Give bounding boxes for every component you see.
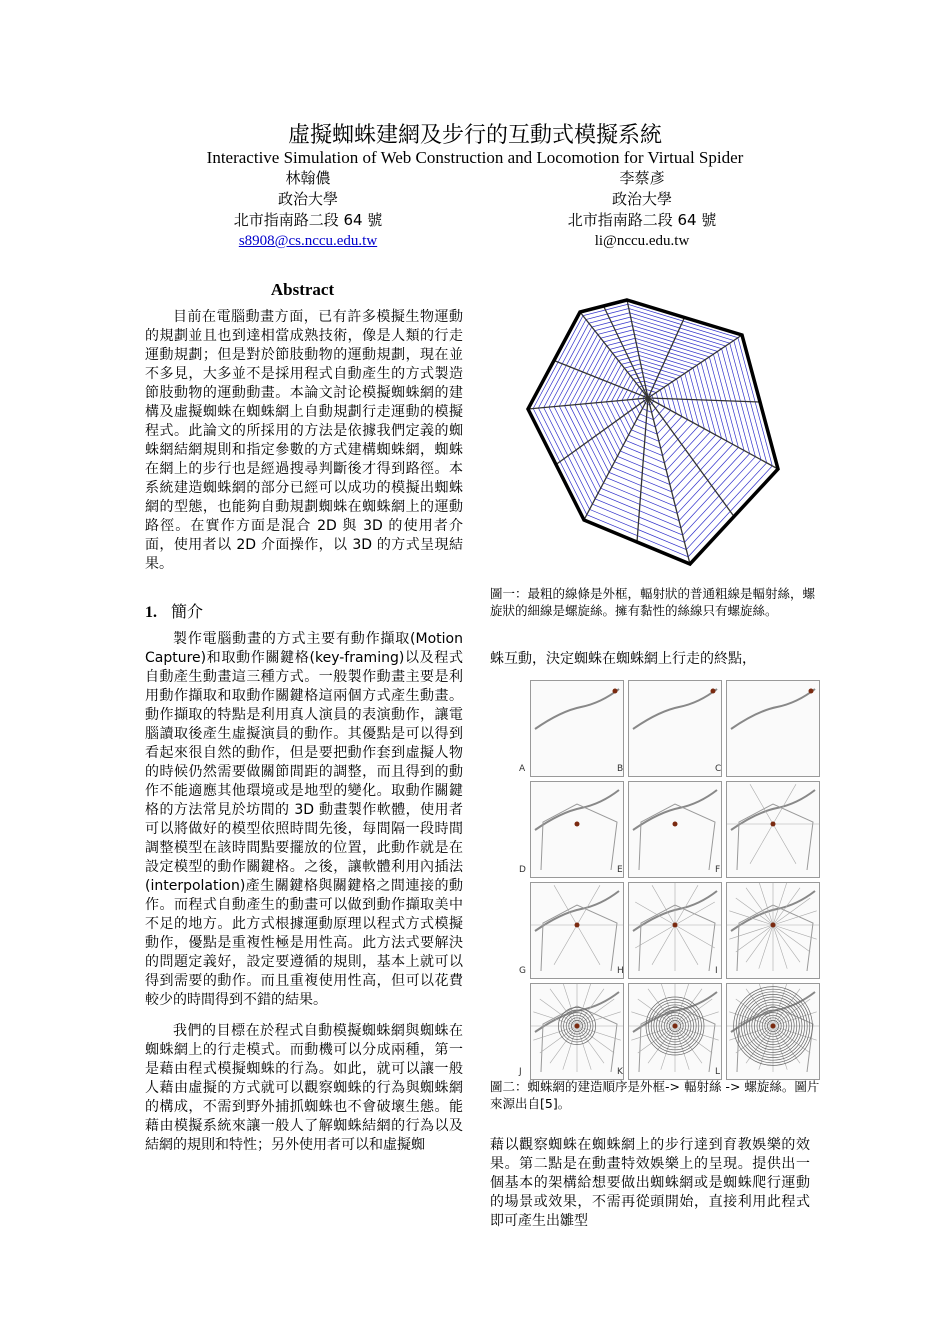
section-number: 1. bbox=[145, 604, 157, 621]
spider-mark bbox=[771, 923, 776, 928]
sequence-panel-drawing bbox=[629, 984, 721, 1079]
panel-label: E bbox=[617, 865, 623, 875]
spider-mark bbox=[613, 689, 618, 694]
panel-label: I bbox=[715, 966, 718, 976]
sequence-panel bbox=[715, 882, 820, 979]
web-construction-sequence-figure bbox=[519, 676, 817, 1077]
sequence-panel bbox=[715, 983, 820, 1080]
sequence-panel bbox=[519, 882, 624, 979]
section-heading bbox=[145, 599, 203, 622]
author-name: 李蔡彥 bbox=[619, 169, 665, 187]
author-email-link[interactable]: s8908@cs.nccu.edu.tw bbox=[238, 233, 378, 249]
section-title: 簡介 bbox=[171, 602, 204, 621]
figure2-caption: 圖二：蜘蛛網的建造順序是外框-> 輻射絲 -> 螺旋絲。圖片來源出自[5]。 bbox=[490, 1079, 820, 1111]
panel-label: C bbox=[715, 764, 722, 774]
spider-mark bbox=[673, 822, 678, 827]
spiral-thread bbox=[533, 304, 772, 557]
sequence-panel bbox=[617, 781, 722, 878]
abstract-heading: Abstract bbox=[270, 280, 335, 299]
radial-silk bbox=[550, 1026, 577, 1063]
radial-silk bbox=[773, 925, 800, 962]
sequence-panel bbox=[519, 781, 624, 878]
section-body bbox=[145, 630, 463, 1155]
right-column-text-2: 藉以觀察蜘蛛在蜘蛛網上的步行達到育教娛樂的效果。第二點是在動畫特效娛樂上的呈現。提供出一個基本的架構給想要做出蜘蛛網或是蜘蛛爬行運動的場景或效果，不需再從頭開始，直接利用此程式即可產生出雛型 bbox=[490, 1137, 810, 1229]
spider-mark bbox=[711, 689, 716, 694]
sequence-panel-drawing bbox=[727, 984, 819, 1079]
radial-thread bbox=[648, 398, 760, 402]
sequence-panel bbox=[617, 680, 722, 777]
radial-silk bbox=[652, 925, 675, 965]
spider-mark bbox=[673, 923, 678, 928]
radial-silk bbox=[750, 784, 773, 824]
sequence-panel-drawing bbox=[629, 782, 721, 877]
sequence-panel bbox=[519, 983, 624, 1080]
author-affiliation: 政治大學 bbox=[611, 190, 672, 208]
panel-label: J bbox=[519, 1067, 522, 1077]
panel-label: G bbox=[519, 966, 526, 976]
spider-mark bbox=[575, 822, 580, 827]
spider-web-figure bbox=[520, 292, 790, 582]
radial-thread bbox=[584, 398, 648, 520]
author-email: li@nccu.edu.tw bbox=[594, 233, 690, 249]
frame-silk bbox=[541, 804, 617, 870]
radial-silk bbox=[736, 925, 773, 952]
radial-silk bbox=[577, 925, 600, 965]
panel-label: B bbox=[617, 764, 624, 774]
radial-silk bbox=[773, 883, 787, 925]
sequence-panel bbox=[617, 882, 722, 979]
radial-silk bbox=[773, 925, 787, 969]
radial-silk bbox=[635, 902, 675, 925]
sequence-panel-drawing bbox=[531, 782, 623, 877]
author-affiliation: 政治大學 bbox=[277, 190, 338, 208]
sequence-panel-drawing bbox=[531, 681, 623, 776]
author-name: 林翰儂 bbox=[285, 169, 331, 187]
frame-silk bbox=[541, 905, 617, 971]
sequence-panel bbox=[617, 983, 722, 1080]
sequence-panel-drawing bbox=[629, 883, 721, 978]
radial-silk bbox=[577, 999, 614, 1026]
radial-silk bbox=[759, 883, 773, 925]
frame-silk bbox=[737, 905, 813, 971]
radial-silk bbox=[773, 911, 817, 925]
section-paragraph-1: 製作電腦動畫的方式主要有動作擷取(Motion Capture)和取動作關鍵格(key-framing)以及程式自動產生動畫這三種方式。一般製作動畫主要是利用動作擷取和取動作關鍵格這兩個方式產生動畫。動作擷取的特點是利用真人演員的表演動作，讓電腦讀取後產生虛擬演員的動作。其優點是可以得到看起來很自然的動作，但是要把動作套到虛擬人物的時候仍然需要做關節間距的調整，而且得到的動作不能適應其他環境或是地型的變化。取動作關鍵格的方法常見於坊間的 3D 動畫製作軟體，使用者可以將做好的模型依照時間先後，每間隔一段時間調整模型在該時間點要擺放的位置，此動作就是在設定模型的動作關鍵格。之後，讓軟體利用內插法(interpolation)產生關鍵格與關鍵格之間連接的動作。而程式自動產生的動畫可以做到動作擷取美中不足的地方。此方式根據運動原理以程式方式模擬動作，優點是重複性極是用性高。此方法式要解決的問題定義好，設定要遵循的規則，基本上就可以得到需要的動作。而且重複使用性高，但可以花費較少的時間得到不錯的結果。 bbox=[145, 631, 463, 1008]
panel-label: K bbox=[617, 1067, 623, 1077]
author-2 bbox=[492, 168, 792, 252]
radial-silk bbox=[773, 925, 817, 939]
radial-silk bbox=[652, 885, 675, 925]
panel-label: D bbox=[519, 865, 526, 875]
spider-mark bbox=[809, 689, 814, 694]
sequence-panel bbox=[519, 680, 624, 777]
panel-label: F bbox=[715, 865, 721, 875]
author-address: 北市指南路二段 64 號 bbox=[233, 211, 383, 229]
radial-silk bbox=[675, 925, 715, 948]
spider-mark bbox=[575, 923, 580, 928]
frame-silk bbox=[633, 689, 717, 729]
radial-silk bbox=[675, 902, 715, 925]
frame-silk bbox=[731, 689, 815, 729]
abstract-text: 目前在電腦動畫方面，已有許多模擬生物運動的規劃並且也到達相當成熟技術，像是人類的行走運動規劃；但是對於節肢動物的運動規劃，現在並不多見，大多並不是採用程式自動產生的方式製造節肢動物的運動動畫。本論文討论模擬蜘蛛網的建構及虛擬蜘蛛在蜘蛛網上自動規劃行走運動的模擬程式。此論文的所採用的方法是依據我們定義的蜘蛛網結網規則和指定參數的方式建構蜘蛛網，蜘蛛在網上的步行也是經過搜尋判斷後才得到路徑。本系統建造蜘蛛網的部分已經可以成功的模擬出蜘蛛網的型態，也能夠自動規劃蜘蛛在蜘蛛網上的運動路徑。在實作方面是混合 2D 與 3D 的使用者介面，使用者以 2D 介面操作，以 3D 的方式呈現結果。 bbox=[145, 309, 463, 572]
sequence-panel bbox=[715, 680, 820, 777]
paper-subtitle: Interactive Simulation of Web Construction and Locomotion for Virtual Spider bbox=[206, 148, 744, 167]
panel-label: A bbox=[519, 764, 526, 774]
sequence-panel-drawing bbox=[727, 681, 819, 776]
author-1 bbox=[158, 168, 458, 252]
spider-mark bbox=[771, 822, 776, 827]
paper-title: 虛擬蜘蛛建網及步行的互動式模擬系統 bbox=[287, 123, 662, 148]
frame-silk bbox=[737, 804, 813, 870]
radial-silk bbox=[554, 885, 577, 925]
section-paragraph-2: 我們的目標在於程式自動模擬蜘蛛網與蜘蛛在蜘蛛網上的行走模式。而動機可以分成兩種，第一是藉由程式模擬蜘蛛的行為。如此，就可以讓一般人藉由虛擬的方式就可以觀察蜘蛛的行為與蜘蛛網的構成，不需到野外捕抓蜘蛛也不會破壞生態。能藉由模擬系統來讓一般人了解蜘蛛結網的行為以及結網的規則和特性；另外使用者可以和虛擬蜘 bbox=[145, 1023, 463, 1153]
spider-mark bbox=[673, 1024, 678, 1029]
sequence-panel-drawing bbox=[727, 782, 819, 877]
radial-thread bbox=[648, 398, 690, 564]
radial-silk bbox=[675, 925, 698, 965]
radial-silk bbox=[759, 925, 773, 969]
sequence-panel-drawing bbox=[531, 984, 623, 1079]
panel-label: H bbox=[617, 966, 624, 976]
radial-silk bbox=[554, 925, 577, 965]
sequence-panel-drawing bbox=[727, 883, 819, 978]
frame-silk bbox=[535, 689, 619, 729]
abstract-body bbox=[145, 308, 463, 574]
spider-mark bbox=[771, 1024, 776, 1029]
radial-silk bbox=[773, 925, 810, 952]
sequence-panel-drawing bbox=[629, 681, 721, 776]
spider-mark bbox=[575, 1024, 580, 1029]
radial-silk bbox=[577, 1026, 604, 1063]
radial-silk bbox=[577, 1026, 614, 1053]
radial-silk bbox=[773, 824, 796, 864]
sequence-panel-drawing bbox=[531, 883, 623, 978]
frame-silk bbox=[639, 905, 715, 971]
sequence-panel bbox=[715, 781, 820, 878]
author-address: 北市指南路二段 64 號 bbox=[567, 211, 717, 229]
frame-silk bbox=[639, 804, 715, 870]
radial-silk bbox=[746, 925, 773, 962]
radial-silk bbox=[773, 898, 810, 925]
radial-silk bbox=[540, 1026, 577, 1053]
figure1-caption: 圖一：最粗的線條是外框，輻射狀的普通粗線是輻射絲，螺旋狀的細線是螺旋絲。擁有黏性的絲線只有螺旋絲。 bbox=[490, 586, 816, 618]
radial-silk bbox=[750, 824, 773, 864]
panel-label: L bbox=[715, 1067, 721, 1077]
right-column-text-1: 蛛互動，決定蜘蛛在蜘蛛網上行走的終點， bbox=[490, 651, 756, 667]
